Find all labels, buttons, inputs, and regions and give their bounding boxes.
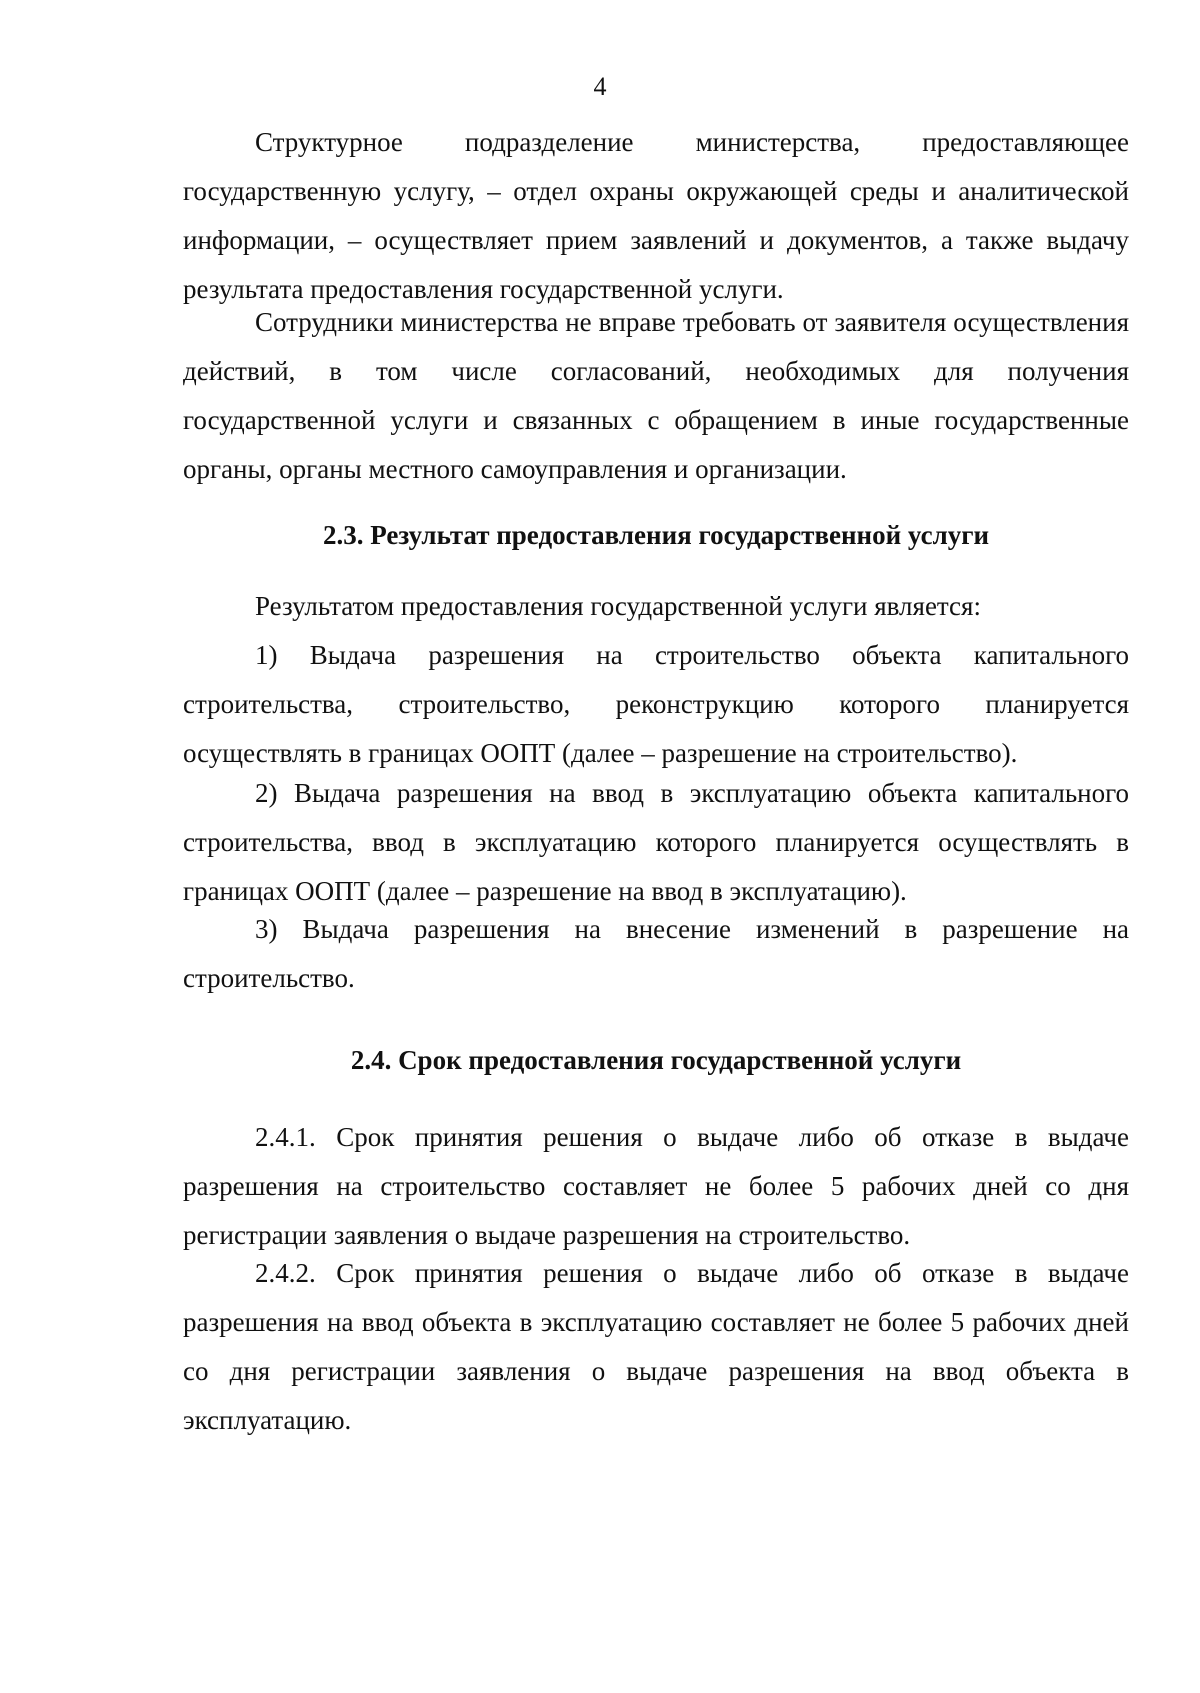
paragraph-term-2-4-1: 2.4.1. Срок принятия решения о выдаче либо об отказе в выдаче разрешения на строительство составляет не более 5 рабочих дней со дня регистрации заявления о выдаче разрешения на строительство.: [183, 1122, 1129, 1250]
list-item-result-2: 2) Выдача разрешения на ввод в эксплуатацию объекта капитального строительства, ввод в эксплуатацию которого планируется осуществлять в границах ООПТ (далее – разрешение на ввод в эксплуатацию).: [183, 778, 1129, 906]
paragraph-structural-unit: Структурное подразделение министерства, предоставляющее государственную услугу, – отдел охраны окружающей среды и аналитической информации, – осуществляет прием заявлений и документов, а также выдачу результата предоставления государственной услуги.: [183, 127, 1129, 304]
heading-section-2-3: 2.3. Результат предоставления государственной услуги: [322, 520, 990, 550]
list-item-result-1: 1) Выдача разрешения на строительство объекта капитального строительства, строительство, реконструкцию которого планируется осуществлять в границах ООПТ (далее – разрешение на строительство).: [183, 640, 1129, 768]
paragraph-employees: Сотрудники министерства не вправе требовать от заявителя осуществления действий, в том числе согласований, необходимых для получения государственной услуги и связанных с обращением в иные государственные органы, органы местного самоуправления и организации.: [183, 307, 1129, 484]
paragraph-result-intro: Результатом предоставления государственной услуги является:: [255, 591, 981, 621]
paragraph-term-2-4-2: 2.4.2. Срок принятия решения о выдаче либо об отказе в выдаче разрешения на ввод объекта в эксплуатацию составляет не более 5 рабочих дней со дня регистрации заявления о выдаче разрешения на ввод объекта в эксплуатацию.: [183, 1258, 1129, 1435]
list-item-result-3: 3) Выдача разрешения на внесение изменений в разрешение на строительство.: [183, 914, 1129, 993]
heading-section-2-4: 2.4. Срок предоставления государственной услуги: [350, 1045, 962, 1075]
page-number: 4: [593, 72, 607, 101]
